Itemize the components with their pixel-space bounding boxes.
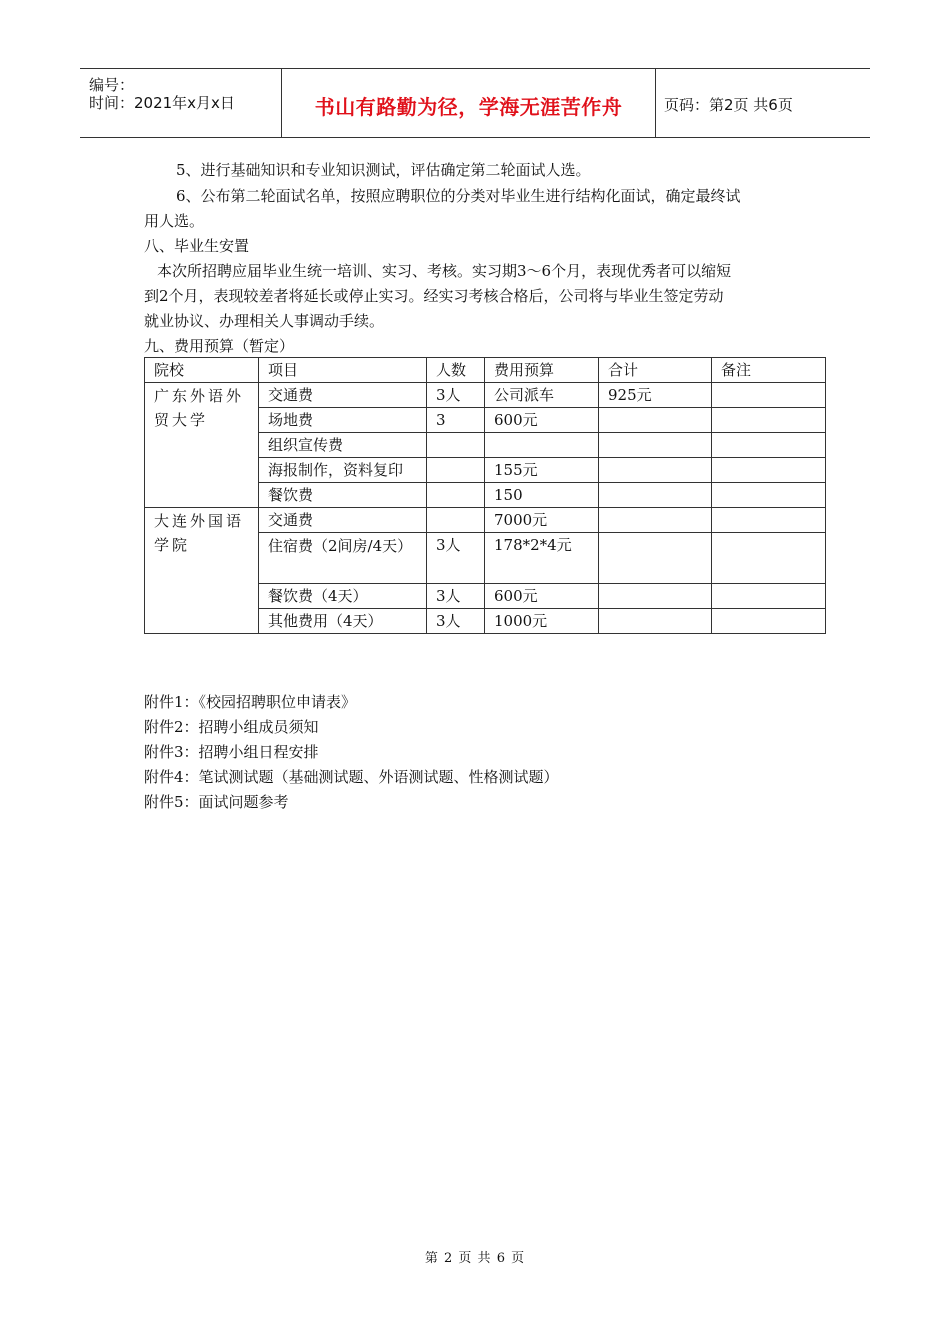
table-cell	[599, 609, 712, 634]
table-cell	[599, 458, 712, 483]
attachment-4: 附件4：笔试测试题（基础测试题、外语测试题、性格测试题）	[144, 768, 559, 786]
step-6-text-line1: 6、公布第二轮面试名单，按照应聘职位的分类对毕业生进行结构化面试，确定最终试	[176, 187, 741, 205]
table-cell	[712, 508, 826, 533]
attachment-3: 附件3：招聘小组日程安排	[144, 743, 319, 761]
table-cell: 住宿费（2间房/4天）	[259, 533, 427, 584]
page-footer: 第 2 页 共 6 页	[424, 1251, 526, 1266]
attachment-1: 附件1：《校园招聘职位申请表》	[144, 693, 357, 711]
attachment-2: 附件2：招聘小组成员须知	[144, 718, 319, 736]
table-cell: 交通费	[259, 508, 427, 533]
header-page-cell	[656, 69, 870, 137]
header-cell: 备注	[712, 358, 826, 383]
header-cell: 院校	[145, 358, 259, 383]
table-cell	[599, 408, 712, 433]
table-cell: 7000元	[485, 508, 599, 533]
header-cell: 合计	[599, 358, 712, 383]
page-number: 页码：第2页 共6页	[664, 96, 793, 114]
table-cell	[712, 483, 826, 508]
table-cell: 155元	[485, 458, 599, 483]
section-8-line2: 到2个月，表现较差者将延长或停止实习。经实习考核合格后，公司将与毕业生签定劳动	[144, 287, 724, 305]
table-cell: 3人	[427, 533, 485, 584]
table-cell: 600元	[485, 584, 599, 609]
table-cell	[712, 609, 826, 634]
table-cell	[427, 508, 485, 533]
table-cell: 其他费用（4天）	[259, 609, 427, 634]
table-cell: 3	[427, 408, 485, 433]
table-cell	[599, 433, 712, 458]
table-cell: 150	[485, 483, 599, 508]
table-cell: 600元	[485, 408, 599, 433]
motto: 书山有路勤为径，学海无涯苦作舟	[314, 95, 623, 119]
table-cell: 178*2*4元	[485, 533, 599, 584]
serial-label: 编号：	[89, 76, 135, 94]
table-row	[145, 383, 826, 408]
table-cell	[712, 408, 826, 433]
section-9-title: 九、费用预算（暂定）	[144, 337, 295, 355]
table-cell	[712, 458, 826, 483]
table-cell	[712, 533, 826, 584]
step-6-text-line2: 用人选。	[144, 212, 205, 230]
time-label: 时间：2021年x月x日	[89, 94, 235, 112]
page-header	[80, 68, 870, 138]
table-cell	[712, 383, 826, 408]
step-5-text: 5、进行基础知识和专业知识测试，评估确定第二轮面试人选。	[176, 161, 591, 179]
table-cell	[599, 508, 712, 533]
school-cell: 广东外语外贸大学	[145, 383, 259, 508]
section-8-line1: 本次所招聘应届毕业生统一培训、实习、考核。实习期3～6个月，表现优秀者可以缩短	[157, 262, 732, 280]
header-cell: 人数	[427, 358, 485, 383]
header-meta-cell	[80, 69, 282, 137]
table-cell: 场地费	[259, 408, 427, 433]
table-cell	[427, 458, 485, 483]
table-cell	[427, 433, 485, 458]
table-cell: 3人	[427, 609, 485, 634]
table-cell: 3人	[427, 383, 485, 408]
table-cell: 公司派车	[485, 383, 599, 408]
table-cell: 海报制作，资料复印	[259, 458, 427, 483]
table-cell	[427, 483, 485, 508]
school-cell: 大连外国语学院	[145, 508, 259, 634]
table-cell: 组织宣传费	[259, 433, 427, 458]
section-8-line3: 就业协议、办理相关人事调动手续。	[144, 312, 385, 330]
table-cell: 交通费	[259, 383, 427, 408]
table-cell	[599, 533, 712, 584]
table-row	[145, 508, 826, 533]
table-cell	[712, 584, 826, 609]
table-cell: 1000元	[485, 609, 599, 634]
table-cell: 925元	[599, 383, 712, 408]
table-cell	[599, 483, 712, 508]
header-cell: 项目	[259, 358, 427, 383]
table-cell: 餐饮费	[259, 483, 427, 508]
attachment-5: 附件5：面试问题参考	[144, 793, 289, 811]
table-cell: 3人	[427, 584, 485, 609]
table-header-row	[145, 358, 826, 383]
table-cell: 餐饮费（4天）	[259, 584, 427, 609]
table-cell	[485, 433, 599, 458]
header-cell: 费用预算	[485, 358, 599, 383]
table-cell	[712, 433, 826, 458]
table-cell	[599, 584, 712, 609]
section-8-title: 八、毕业生安置	[144, 237, 250, 255]
header-motto-cell	[282, 69, 656, 137]
budget-table	[144, 357, 826, 634]
